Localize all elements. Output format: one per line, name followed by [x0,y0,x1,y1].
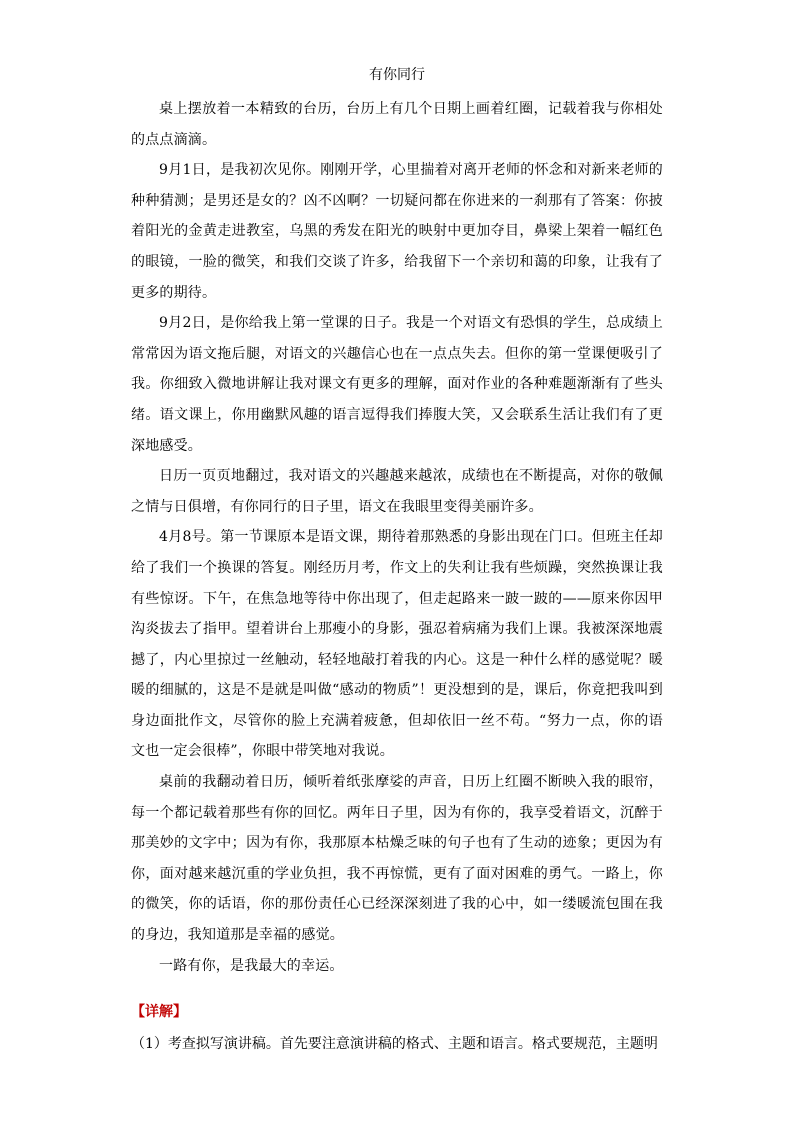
essay-paragraph: 桌上摆放着一本精致的台历，台历上有几个日期上画着红圈，记载着我与你相处的点点滴滴。 [131,101,663,148]
analysis-text: （1）考查拟写演讲稿。首先要注意演讲稿的格式、主题和语言。格式要规范，主题明 [131,1036,658,1052]
essay-paragraph: 4月8号。第一节课原本是语文课，期待着那熟悉的身影出现在门口。但班主任却给了我们一个换课的答复。刚经历月考，作文上的失利让我有些烦躁，突然换课让我有些惊讶。下午，在焦急地等待中你出现了，但走起路来一跛一跛的——原来你因甲沟炎拔去了指甲。望着讲台上那瘦小的身影，强忍着病痛为我们上课。我被深深地震撼了，内心里掠过一丝触动，轻轻地敲打着我的内心。这是一种什么样的感觉呢？暖暖的细腻的，这是不是就是叫做“感动的物质”！更没想到的是，课后，你竟把我叫到身边面批作文，尽管你的脸上充满着疲惫，但却依旧一丝不苟。“努力一点，你的语文也一定会很棒”，你眼中带笑地对我说。 [131,529,663,760]
essay-paragraph: 9月2日，是你给我上第一堂课的日子。我是一个对语文有恐惧的学生，总成绩上常常因为语文拖后腿，对语文的兴趣信心也在一点点失去。但你的第一堂课便吸引了我。你细致入微地讲解让我对课文有更多的理解，面对作业的各种难题渐渐有了些头绪。语文课上，你用幽默风趣的语言逗得我们捧腹大笑，又会联系生活让我们有了更深地感受。 [131,315,663,454]
essay-body [131,94,663,981]
essay-paragraph: 一路有你，是我最大的幸运。 [159,957,344,974]
essay-title: 有你同行 [369,67,425,83]
essay-paragraph: 9月1日，是我初次见你。刚刚开学，心里揣着对离开老师的怀念和对新来老师的种种猜测；是男还是女的？凶不凶啊？一切疑问都在你进来的一刹那有了答案：你披着阳光的金黄走进教室，乌黑的秀发在阳光的映射中更加夺目，鼻梁上架着一幅红色的眼镜，一脸的微笑，和我们交谈了许多，给我留下一个亲切和蔼的印象，让我有了更多的期待。 [131,162,663,301]
essay-paragraph: 桌前的我翻动着日历，倾听着纸张摩娑的声音，日历上红圈不断映入我的眼帘，每一个都记载着那些有你的回忆。两年日子里，因为有你的，我享受着语文，沉醉于那美妙的文字中；因为有你，我那原本枯燥乏味的句子也有了生动的迹象；更因为有你，面对越来越沉重的学业负担，我不再惊慌，更有了面对困难的勇气。一路上，你的微笑，你的话语，你的那份责任心已经深深刻进了我的心中，如一缕暖流包围在我的身边，我知道那是幸福的感觉。 [131,774,663,944]
essay-paragraph: 日历一页页地翻过，我对语文的兴趣越来越浓，成绩也在不断提高，对你的敬佩之情与日俱增，有你同行的日子里，语文在我眼里变得美丽许多。 [131,468,663,515]
analysis-label: 【详解】 [131,1004,187,1020]
